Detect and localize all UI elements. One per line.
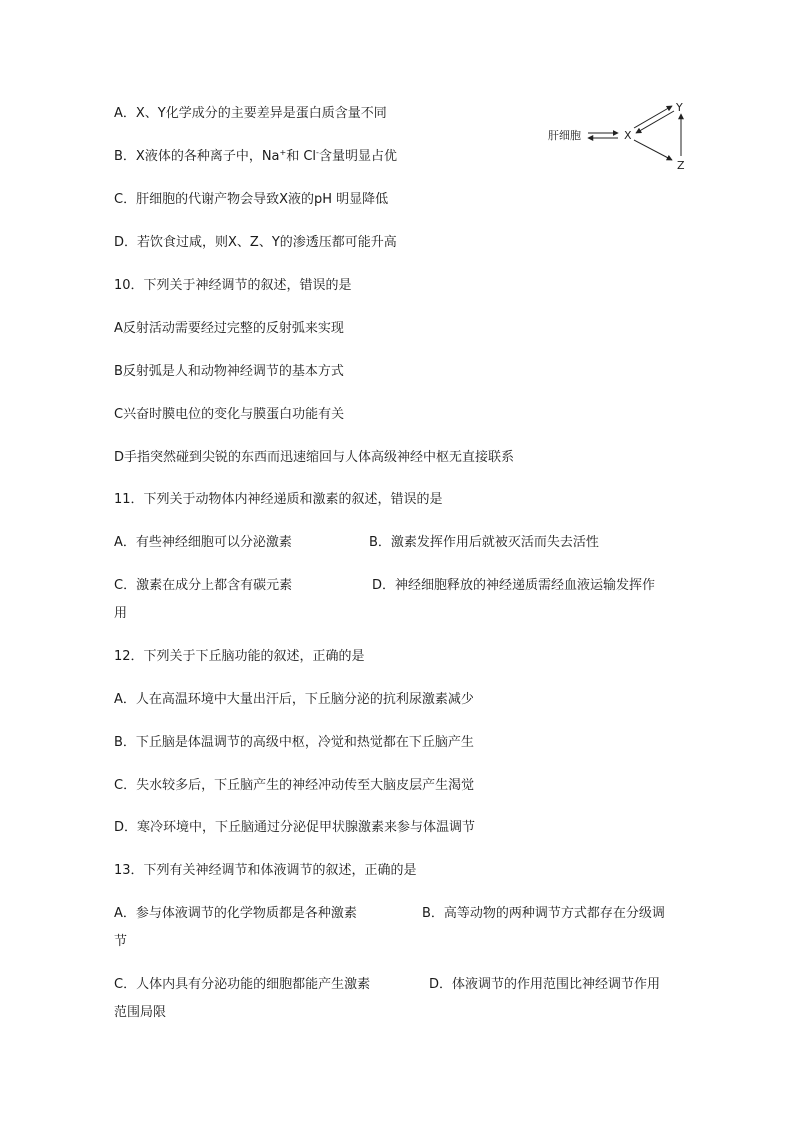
q11-stem: 11．下列关于动物体内神经递质和激素的叙述，错误的是 (114, 492, 443, 507)
arrow-y-to-x (636, 111, 674, 133)
q12-stem: 12．下列关于下丘脑功能的叙述，正确的是 (114, 649, 365, 664)
q13-option-b: B．高等动物的两种调节方式都存在分级调 (422, 906, 665, 921)
q13-option-b-wrap: 节 (114, 934, 128, 949)
q9-option-b-post: 含量明显占优 (318, 149, 397, 164)
q13-option-c: C．人体内具有分泌功能的细胞都能产生激素 (114, 977, 371, 992)
q11-option-c: C．激素在成分上都含有碳元素 (114, 578, 293, 593)
q9-option-c: C．肝细胞的代谢产物会导致X液的pH 明显降低 (114, 192, 389, 207)
q10-option-c: C兴奋时膜电位的变化与膜蛋白功能有关 (114, 407, 345, 422)
node-x-label: X (624, 129, 632, 142)
q12-option-a: A．人在高温环境中大量出汗后，下丘脑分泌的抗利尿激素减少 (114, 692, 474, 707)
q10-stem: 10．下列关于神经调节的叙述，错误的是 (114, 278, 352, 293)
q10-option-d: D手指突然碰到尖锐的东西而迅速缩回与人体高级神经中枢无直接联系 (114, 450, 515, 465)
body-fluid-diagram (540, 98, 700, 174)
q11-option-d: D．神经细胞释放的神经递质需经血液运输发挥作 (372, 578, 656, 593)
q9-option-b-mid: 和 Cl (286, 149, 317, 164)
q12-option-b: B．下丘脑是体温调节的高级中枢，冷觉和热觉都在下丘脑产生 (114, 735, 474, 750)
q9-option-d: D．若饮食过咸，则X、Z、Y的渗透压都可能升高 (114, 235, 397, 250)
q9-option-b (114, 149, 397, 165)
q9-option-a: A．X、Y化学成分的主要差异是蛋白质含量不同 (114, 106, 387, 121)
q11-option-d-wrap: 用 (114, 606, 128, 621)
liver-cell-label: 肝细胞 (548, 129, 581, 142)
q13-option-d: D．体液调节的作用范围比神经调节作用 (429, 977, 661, 992)
q10-option-a: A反射活动需要经过完整的反射弧来实现 (114, 321, 344, 336)
q9-option-b-pre: B．X液体的各种离子中，Na (114, 149, 280, 164)
node-z-label: Z (677, 159, 685, 172)
q11-option-a: A．有些神经细胞可以分泌激素 (114, 535, 292, 550)
q10-option-b: B反射弧是人和动物神经调节的基本方式 (114, 364, 344, 379)
arrow-x-to-z (634, 140, 672, 160)
q13-stem: 13．下列有关神经调节和体液调节的叙述，正确的是 (114, 863, 417, 878)
q13-option-d-wrap: 范围局限 (114, 1005, 167, 1020)
node-y-label: Y (676, 101, 683, 114)
arrow-x-to-y (634, 106, 672, 128)
chloride-charge: - (316, 148, 319, 157)
q13-option-a: A．参与体液调节的化学物质都是各种激素 (114, 906, 357, 921)
q12-option-c: C．失水较多后，下丘脑产生的神经冲动传至大脑皮层产生渴觉 (114, 778, 475, 793)
sodium-charge: + (279, 148, 287, 157)
q11-option-b: B．激素发挥作用后就被灭活而失去活性 (369, 535, 599, 550)
q12-option-d: D．寒冷环境中，下丘脑通过分泌促甲状腺激素来参与体温调节 (114, 820, 476, 835)
